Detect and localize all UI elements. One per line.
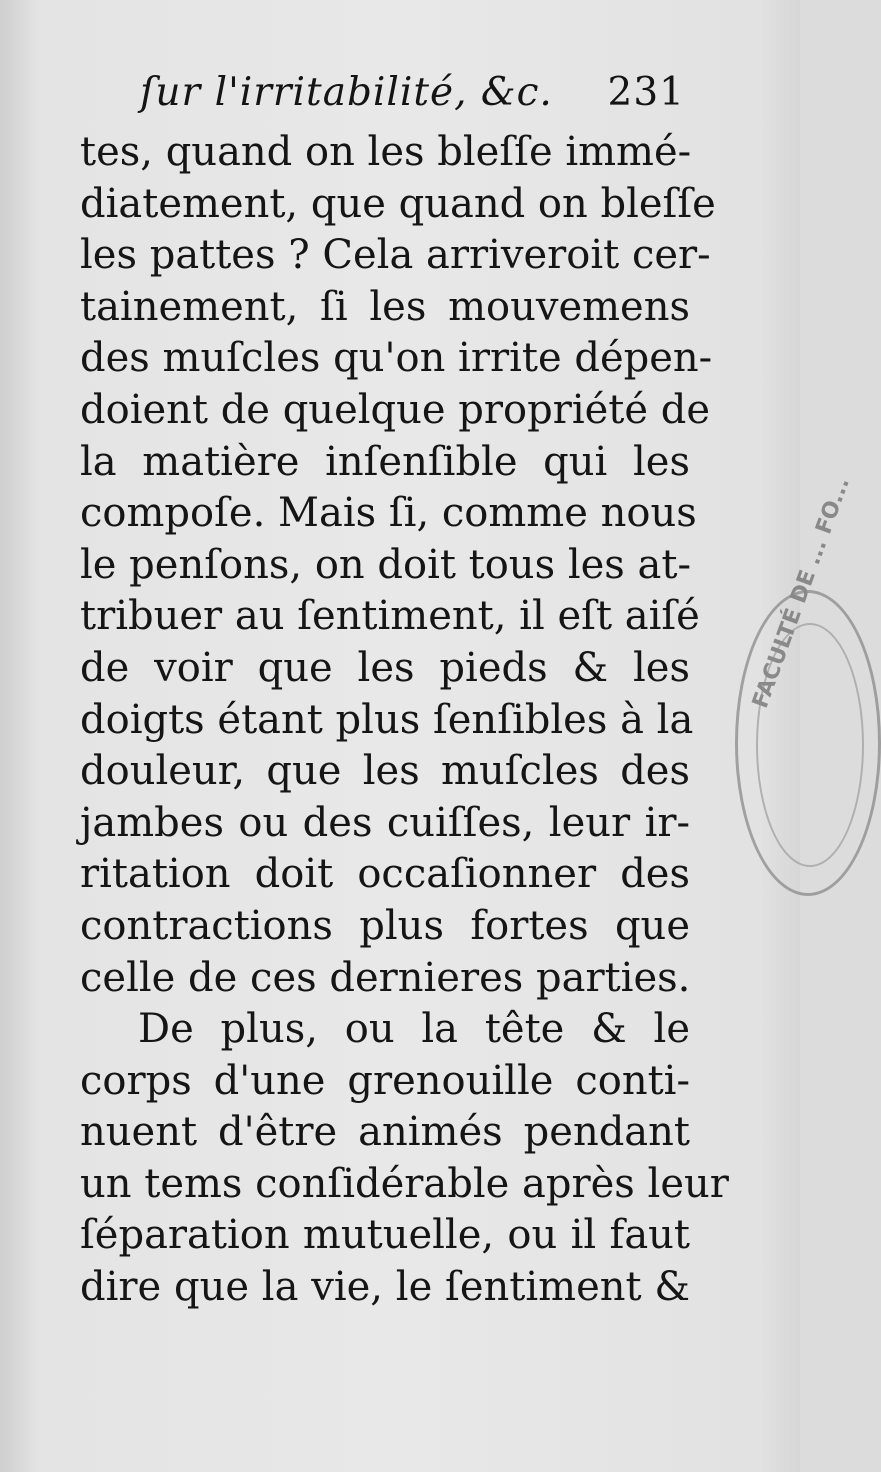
- text-line: ritation doit occaſionner des: [80, 851, 690, 898]
- page-number: 231: [607, 70, 685, 115]
- body-text: [80, 127, 729, 1314]
- text-line: dire que la vie, le ſentiment &: [80, 1264, 690, 1311]
- text-line: tribuer au ſentiment, il eſt aiſé: [80, 593, 700, 640]
- text-line: douleur, que les muſcles des: [80, 748, 690, 795]
- text-line: de voir que les pieds & les: [80, 644, 690, 691]
- text-line: tes, quand on les bleſſe immé-: [80, 129, 692, 175]
- text-line: les pattes ? Cela arriveroit cer-: [80, 232, 711, 279]
- stamp-text: FACULTÉ DE ... FO...: [748, 474, 855, 712]
- running-title: ſur l'irritabilité, &c.: [140, 70, 553, 115]
- text-line: un tems conſidérable après leur: [80, 1160, 729, 1207]
- paragraph-start-line: De plus, ou la tête & le: [138, 1006, 690, 1053]
- text-line: jambes ou des cuiſſes, leur ir-: [80, 799, 690, 846]
- text-line: corps d'une grenouille conti-: [80, 1057, 690, 1104]
- library-stamp: [735, 474, 881, 896]
- text-line: le penſons, on doit tous les at-: [80, 541, 691, 588]
- text-line: doigts étant plus ſenſibles à la: [80, 696, 694, 743]
- text-line: compoſe. Mais ſi, comme nous: [80, 490, 697, 537]
- text-line: des muſcles qu'on irrite dépen-: [80, 335, 713, 382]
- text-line: celle de ces dernieres parties.: [80, 954, 691, 1001]
- text-line: la matière inſenſible qui les: [80, 438, 690, 485]
- text-line: doient de quelque propriété de: [80, 386, 711, 433]
- running-head: [140, 70, 685, 115]
- text-line: tainement, ſi les mouvemens: [80, 283, 690, 330]
- text-line: diatement, que quand on bleſſe: [80, 180, 716, 227]
- text-line: ſéparation mutuelle, ou il faut: [80, 1212, 690, 1259]
- text-line: contractions plus fortes que: [80, 902, 690, 949]
- text-line: nuent d'être animés pendant: [80, 1109, 690, 1156]
